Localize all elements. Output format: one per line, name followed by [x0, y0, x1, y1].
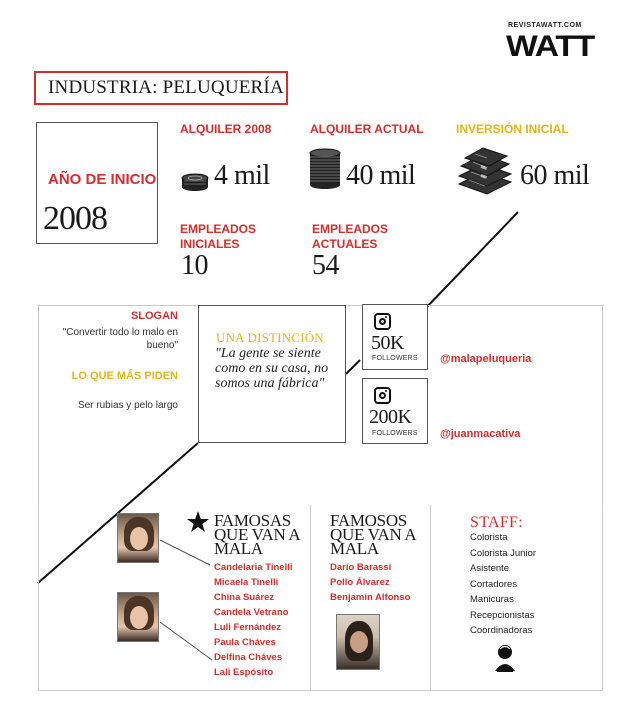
- list-item: Paula Cháves: [214, 637, 276, 648]
- list-item: China Suárez: [214, 592, 275, 603]
- employees-current-label: EMPLEADOS ACTUALES: [312, 222, 389, 251]
- list-item: Candelaria Tinelli: [214, 562, 293, 573]
- start-year-label: AÑO DE INICIO: [48, 171, 157, 188]
- frame-top-left: [38, 305, 198, 306]
- instagram-icon: [374, 387, 391, 404]
- celebrity-photo-woman-2: [117, 592, 159, 642]
- famous-women-title-line-2: QUE VAN A: [214, 525, 301, 544]
- instagram-1-followers: FOLLOWERS: [372, 355, 418, 362]
- coins-icon: [180, 165, 210, 193]
- rent-2008-value: 4 mil: [214, 160, 270, 191]
- hairdresser-icon: [492, 643, 518, 673]
- employees-initial-label: EMPLEADOS INICIALES: [180, 222, 257, 251]
- list-item: Pollo Álvarez: [330, 577, 390, 588]
- start-year-value: 2008: [43, 200, 107, 237]
- instagram-1-count: 50K: [371, 332, 404, 354]
- famous-men-title-line-3: MALA: [330, 539, 379, 558]
- distinction-quote: "La gente se siente como en su casa, no somos una fábrica": [215, 346, 329, 391]
- list-item: Colorista: [470, 532, 508, 543]
- brand-logo: WATT: [506, 30, 595, 63]
- famous-men-list: [330, 560, 410, 605]
- investment-value: 60 mil: [520, 160, 590, 191]
- employees-current-value: 54: [312, 250, 339, 281]
- famous-women-title: [214, 511, 301, 558]
- industry-title: INDUSTRIA: PELUQUERÍA: [34, 71, 288, 105]
- rent-current-label: ALQUILER ACTUAL: [310, 122, 424, 136]
- rent-current-value: 40 mil: [346, 160, 416, 191]
- instagram-2-count: 200K: [369, 406, 412, 428]
- list-item: Delfina Cháves: [214, 652, 283, 663]
- celebrity-photo-woman-1: [117, 513, 159, 563]
- list-item: Cortadores: [470, 578, 517, 590]
- famous-men-title-line-1: FAMOSOS: [330, 511, 407, 530]
- divider-2: [430, 505, 431, 691]
- frame-right: [602, 305, 603, 505]
- divider-1: [310, 505, 311, 691]
- slogan-text: "Convertir todo lo malo en bueno": [62, 327, 178, 351]
- investment-label: INVERSIÓN INICIAL: [456, 122, 569, 136]
- famous-men-title: [330, 511, 417, 558]
- instagram-2-followers: FOLLOWERS: [372, 430, 418, 437]
- famous-women-title-line-1: FAMOSAS: [214, 511, 291, 530]
- staff-list: [470, 530, 536, 639]
- brand-url[interactable]: REVISTAWATT.COM: [508, 22, 582, 29]
- list-item: Coordinadoras: [470, 625, 533, 636]
- famous-women-title-line-3: MALA: [214, 539, 263, 558]
- list-item: Candela Vetrano: [214, 607, 289, 618]
- rent-2008-label: ALQUILER 2008: [180, 122, 272, 136]
- list-item: Asistente: [470, 563, 510, 574]
- list-item: Darío Barassi: [330, 562, 392, 573]
- requests-label: LO QUE MÁS PIDEN: [71, 370, 178, 382]
- instagram-2-handle[interactable]: @juanmacativa: [440, 428, 521, 440]
- staff-title: STAFF:: [470, 514, 523, 531]
- list-item: Benjamín Alfonso: [330, 592, 411, 603]
- celebrity-photo-man: [336, 614, 380, 670]
- list-item: Luli Fernández: [214, 622, 282, 633]
- requests-text: Ser rubias y pelo largo: [77, 400, 178, 411]
- star-icon: [186, 510, 210, 534]
- employees-initial-value: 10: [181, 250, 208, 281]
- distinction-label: UNA DISTINCIÓN: [216, 330, 324, 345]
- instagram-icon: [374, 313, 391, 330]
- money-bundle-icon: [455, 146, 515, 196]
- list-item: Micaela Tinelli: [214, 577, 279, 588]
- coin-stack-icon: [307, 145, 343, 191]
- famous-men-title-line-2: QUE VAN A: [330, 525, 417, 544]
- list-item: Manicuras: [470, 594, 514, 605]
- slogan-label: SLOGAN: [130, 310, 178, 322]
- list-item: Lali Espósito: [214, 667, 274, 678]
- list-item: Colorista Junior: [470, 547, 536, 559]
- instagram-1-handle[interactable]: @malapeluqueria: [440, 353, 532, 365]
- famous-women-list: [214, 560, 293, 680]
- list-item: Recepcionistas: [470, 609, 535, 621]
